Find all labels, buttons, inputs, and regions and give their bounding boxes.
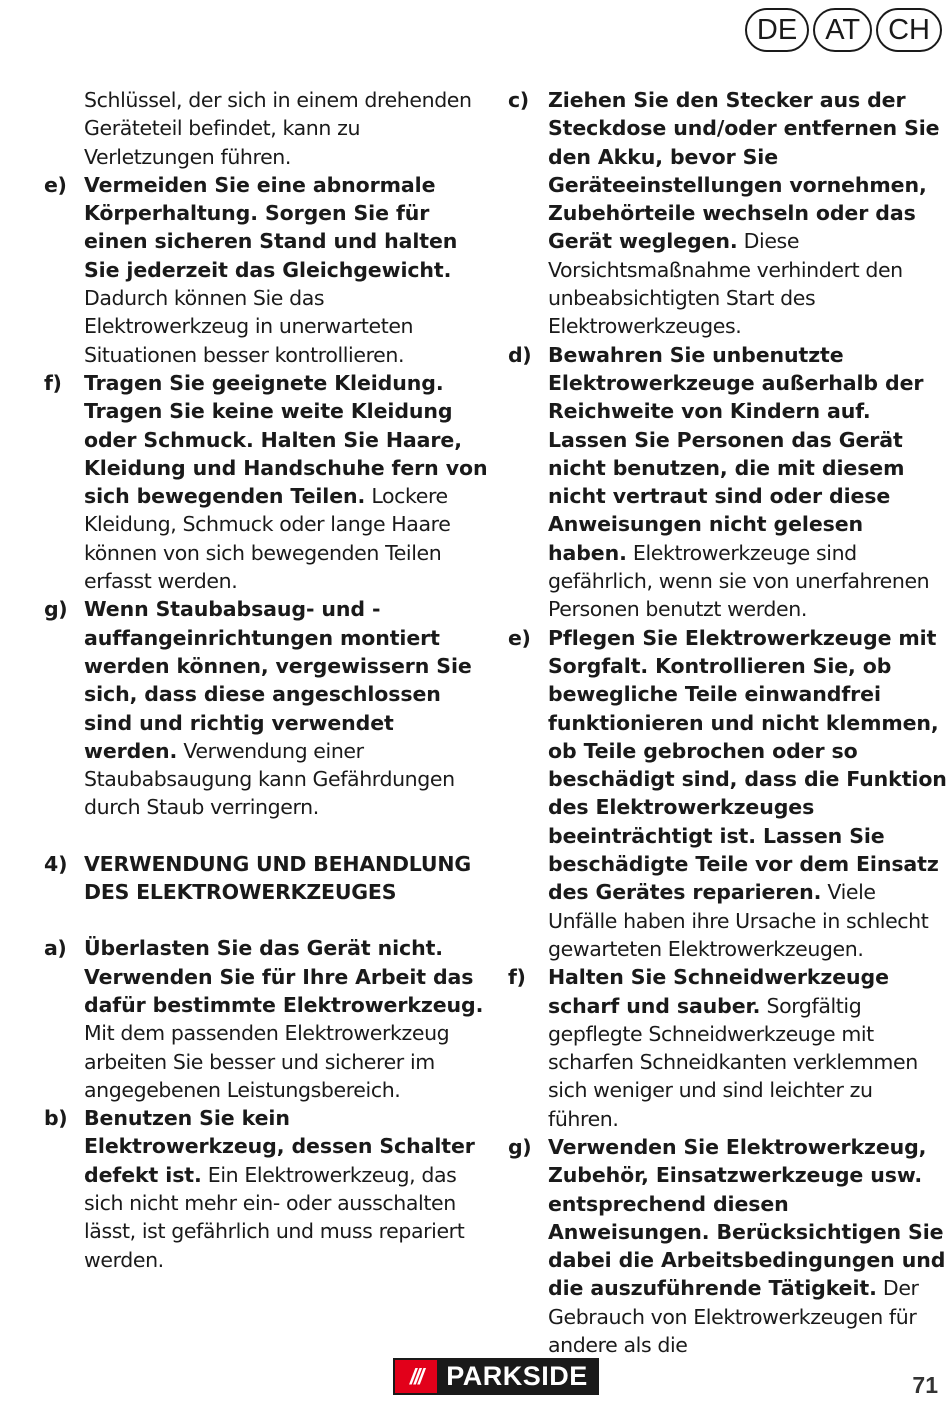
item-label: g) [44, 597, 68, 622]
section-title: VERWENDUNG UND BEHANDLUNG DES ELEKTROWERKZEUGES [84, 851, 471, 905]
badge-ch: CH [876, 8, 942, 52]
list-item-g [508, 1133, 948, 1359]
continuation-text: Schlüssel, der sich in einem drehenden Geräteteil befindet, kann zu Verletzungen führen. [84, 88, 472, 169]
list-item-g [44, 595, 490, 821]
badge-at: AT [813, 8, 872, 52]
parkside-logo [393, 1358, 599, 1395]
language-badges [745, 8, 942, 52]
logo-slashes: /// [395, 1360, 437, 1393]
list-item-a [44, 934, 490, 1104]
section-number: 4) [44, 851, 68, 876]
item-text: Ein Elektrowerkzeug, das sich nicht mehr ein- oder ausschalten lässt, ist gefährlich und muss repariert werden. [84, 1162, 465, 1272]
item-label: g) [508, 1134, 532, 1159]
item-text: Lockere Kleidung, Schmuck oder lange Haare können von sich bewegenden Teilen erfasst werden. [84, 484, 451, 594]
item-bold-text: Pflegen Sie Elektrowerkzeuge mit Sorgfalt. Kontrollieren Sie, ob bewegliche Teile einwandfrei funktionieren und nicht klemmen, ob Teile gebrochen oder so beschädigt sind, dass die Funktion des Elektrowerkzeuges beeinträchtigt ist. Lassen Sie beschädigte Teile vor dem Einsatz des Gerätes reparieren. [548, 625, 947, 905]
item-label: a) [44, 936, 67, 961]
item-text: Verwendung einer Staubabsaugung kann Gefährdungen durch Staub verringern. [84, 738, 455, 820]
item-bold-text: Wenn Staubabsaug- und -auffangeinrichtungen montiert werden können, vergewissern Sie sich, dass diese angeschlossen sind und richtig verwendet werden. [84, 597, 472, 763]
list-item-d [508, 341, 948, 624]
list-item-f [44, 369, 490, 595]
item-label: c) [508, 88, 529, 112]
continuation-paragraph [44, 86, 490, 171]
item-bold-text: Benutzen Sie kein Elektrowerkzeug, dessen Schalter defekt ist. [84, 1106, 475, 1187]
item-label: f) [508, 965, 526, 990]
item-bold-text: Tragen Sie geeignete Kleidung. Tragen Sie keine weite Kleidung oder Schmuck. Halten Sie Haare, Kleidung und Handschuhe fern von sich bewegenden Teilen. [84, 370, 488, 509]
item-text: Elektrowerkzeuge sind gefährlich, wenn sie von unerfahrenen Personen benutzt werden. [548, 540, 930, 622]
list-item-e [508, 624, 948, 964]
left-column [44, 86, 490, 1274]
right-column [508, 86, 948, 1359]
list-item-e [44, 171, 490, 369]
list-item-c [508, 86, 948, 341]
item-text: Diese Vorsichtsmaßnahme verhindert den unbeabsichtigten Start des Elektrowerkzeuges. [548, 229, 903, 339]
item-text: Sorgfältig gepflegte Schneidwerkzeuge mit scharfen Schneidkanten verklemmen sich weniger und sind leichter zu führen. [548, 993, 918, 1131]
item-bold-text: Ziehen Sie den Stecker aus der Steckdose und/oder entfernen Sie den Akku, bevor Sie Geräteeinstellungen vornehmen, Zubehörteile wechseln oder das Gerät weglegen. [548, 88, 940, 254]
item-label: d) [508, 342, 532, 367]
item-text: Viele Unfälle haben ihre Ursache in schlecht gewarteten Elektrowerkzeugen. [548, 880, 929, 961]
section-heading [44, 850, 490, 907]
item-label: e) [44, 172, 67, 197]
badge-de: DE [745, 8, 809, 52]
item-label: f) [44, 370, 62, 395]
logo-text: PARKSIDE [446, 1361, 588, 1391]
list-item-f [508, 963, 948, 1133]
item-text: Dadurch können Sie das Elektrowerkzeug in unerwarteten Situationen besser kontrollieren. [84, 286, 414, 367]
item-label: e) [508, 625, 531, 650]
item-bold-text: Halten Sie Schneidwerkzeuge scharf und sauber. [548, 965, 889, 1018]
list-item-b [44, 1104, 490, 1274]
item-bold-text: Vermeiden Sie eine abnormale Körperhaltung. Sorgen Sie für einen sicheren Stand und halten Sie jederzeit das Gleichgewicht. [84, 172, 458, 282]
item-label: b) [44, 1106, 68, 1131]
item-bold-text: Verwenden Sie Elektrowerkzeug, Zubehör, Einsatzwerkzeuge usw. entsprechend diesen Anweisungen. Berücksichtigen Sie dabei die Arbeitsbedingungen und die auszuführende Tätigkeit. [548, 1134, 946, 1301]
item-text: Mit dem passenden Elektrowerkzeug arbeiten Sie besser und sicherer im angegebenen Leistungsbereich. [84, 1021, 450, 1102]
item-text: Der Gebrauch von Elektrowerkzeugen für andere als die [548, 1276, 919, 1358]
item-bold-text: Bewahren Sie unbenutzte Elektrowerkzeuge außerhalb der Reichweite von Kindern auf. Lassen Sie Personen das Gerät nicht benutzen, die mit diesem nicht vertraut sind oder diese Anweisungen nicht gelesen haben. [548, 342, 924, 565]
page-number: 71 [912, 1372, 938, 1398]
item-bold-text: Überlasten Sie das Gerät nicht. Verwenden Sie für Ihre Arbeit das dafür bestimmte Elektrowerkzeug. [84, 936, 484, 1017]
